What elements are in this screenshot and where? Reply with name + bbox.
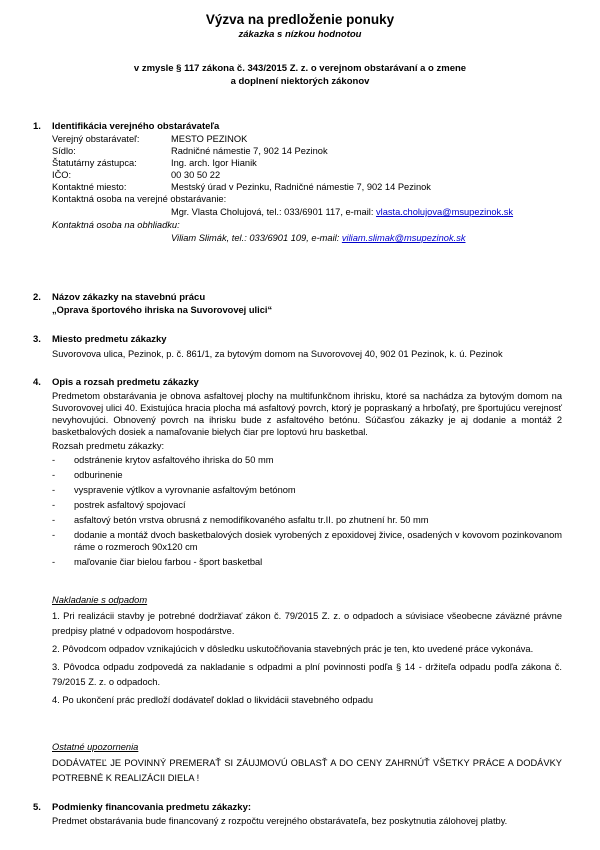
contract-name: „Oprava športového ihriska na Suvorovovej ulici“ (52, 305, 273, 315)
list-item (52, 529, 562, 553)
section-4-body (52, 390, 562, 568)
financing-text: Predmet obstarávania bude financovaný z rozpočtu verejného obstarávateľa, bez poskytnutia zálohovej platby. (52, 816, 508, 826)
list-item (52, 556, 562, 568)
legal-basis (0, 62, 600, 88)
seat-row (52, 145, 562, 157)
list-item-text: vyspravenie výtlkov a vyrovnanie asfaltovým betónom (74, 485, 296, 495)
inspection-contact-row (52, 232, 562, 244)
contact-place-row (52, 181, 562, 193)
field-value: Radničné námestie 7, 902 14 Pezinok (171, 146, 328, 156)
waste-point-1: 1. Pri realizácii stavby je potrebné dodržiavať zákon č. 79/2015 Z. z. o odpadoch a súvisiace všeobecne záväzné právne predpisy platné v odpadovom hospodárstve. (52, 611, 562, 636)
inspection-contact-label-row (52, 219, 562, 231)
waste-section (52, 593, 562, 708)
field-label: Kontaktná osoba na verejné obstarávanie: (52, 194, 227, 204)
list-dash: - (52, 500, 56, 510)
procurement-contact-text: Mgr. Vlasta Cholujová, tel.: 033/6901 117, e-mail: (171, 207, 376, 217)
document-subtitle: zákazka s nízkou hodnotou (238, 29, 362, 40)
section-3-heading: Miesto predmetu zákazky (52, 334, 167, 345)
waste-point-4: 4. Po ukončení prác predloží dodávateľ doklad o likvidácii stavebného odpadu (52, 695, 374, 705)
procurement-contact-email-link[interactable]: vlasta.cholujova@msupezinok.sk (376, 207, 514, 217)
section-4-heading: Opis a rozsah predmetu zákazky (52, 377, 199, 388)
procurement-contact-row (52, 206, 562, 218)
field-value: 00 30 50 22 (171, 170, 221, 180)
list-item-text: odburinenie (74, 470, 123, 480)
section-3-number: 3. (33, 334, 41, 345)
field-label: Verejný obstarávateľ: (52, 134, 140, 144)
list-item (52, 514, 562, 526)
representative-row (52, 157, 562, 169)
list-item-text: maľovanie čiar bielou farbou - šport basketbal (74, 557, 263, 567)
list-item (52, 499, 562, 511)
scope-label: Rozsah predmetu zákazky: (52, 441, 165, 451)
section-1-heading: Identifikácia verejného obstarávateľa (52, 121, 220, 132)
other-notices-text: DODÁVATEĽ JE POVINNÝ PREMERAŤ SI ZÁUJMOVÚ OBLASŤ A DO CENY ZAHRNÚŤ VŠETKY PRÁCE A DODÁVKY POTREBNÉ K REALIZÁCII DIELA ! (52, 758, 562, 783)
contract-location: Suvorovova ulica, Pezinok, p. č. 861/1, za bytovým domom na Suvorovovej 40, 902 01 Pezinok, k. ú. Pezinok (52, 349, 503, 359)
list-item-text: asfaltový betón vrstva obrusná z nemodifikovaného asfaltu tr.II. po zhutnení hr. 50 mm (74, 515, 429, 525)
section-5-heading: Podmienky financovania predmetu zákazky: (52, 802, 252, 813)
inspection-contact-email-link[interactable]: viliam.slimak@msupezinok.sk (341, 233, 466, 243)
list-dash: - (52, 455, 56, 465)
field-label: Kontaktná osoba na obhliadku: (52, 220, 180, 230)
scope-list (52, 454, 562, 568)
field-label: IČO: (52, 170, 72, 180)
document-title: Výzva na predloženie ponuky (205, 12, 395, 27)
list-dash: - (52, 515, 56, 525)
waste-point-2: 2. Pôvodcom odpadov vznikajúcich v dôsledku uskutočňovania stavebných prác je ten, kto uvedené práce vykonáva. (52, 644, 534, 654)
field-value: MESTO PEZINOK (171, 134, 248, 144)
list-dash: - (52, 530, 56, 540)
field-label: Kontaktné miesto: (52, 182, 127, 192)
waste-point-3: 3. Pôvodca odpadu zodpovedá za nakladanie s odpadmi a plní povinnosti podľa § 14 - držiteľa odpadu podľa zákona č. 79/2015 Z. z. o odpadoch. (52, 662, 562, 687)
inspection-contact (171, 232, 466, 244)
list-item-text: postrek asfaltový spojovací (74, 500, 186, 510)
list-item (52, 469, 562, 481)
section-1-number: 1. (33, 121, 41, 132)
other-notices-heading: Ostatné upozornenia (52, 742, 139, 752)
list-dash: - (52, 557, 56, 567)
list-dash: - (52, 485, 56, 495)
list-item-text: odstránenie krytov asfaltového ihriska do 50 mm (74, 455, 274, 465)
list-item-text: dodanie a montáž dvoch basketbalových dosiek vyrobených z epoxidovej živice, osadených v kovovom pozinkovanom ráme o rozmeroch 90x120 cm (74, 530, 562, 552)
list-item (52, 484, 562, 496)
procurement-contact (171, 206, 513, 218)
list-item (52, 454, 562, 466)
section-4-number: 4. (33, 377, 41, 388)
section-2-heading: Názov zákazky na stavebnú prácu (52, 292, 206, 303)
section-5-number: 5. (33, 802, 41, 813)
waste-heading: Nakladanie s odpadom (52, 595, 148, 605)
legal-basis-line-1: v zmysle § 117 zákona č. 343/2015 Z. z. o verejnom obstarávaní a o zmene (133, 63, 467, 74)
field-value: Ing. arch. Igor Hianik (171, 158, 257, 168)
field-label: Sídlo: (52, 146, 76, 156)
list-dash: - (52, 470, 56, 480)
legal-basis-line-2: a doplnení niektorých zákonov (230, 76, 370, 87)
contracting-authority-row (52, 133, 562, 145)
description-paragraph: Predmetom obstarávania je obnova asfaltovej plochy na multifunkčnom ihrisku, ktoré sa nachádza za bytovým domom na Suvorovovej ulici 40. Existujúca hracia plocha má asfaltový povrch, ktorý je popraskaný a hrboľatý, pre športujúcu verejnosť nevyhovujúci. Obnovený povrch na ihrisku bude z asfaltového betónu. Súčasťou zákazky je aj dodanie a montáž 2 basketbalových dosiek a namaľovanie bielych čiar pre loptovú hru basketbal. (52, 391, 562, 437)
inspection-contact-text: Viliam Slimák, tel.: 033/6901 109, e-mail: (171, 233, 342, 243)
section-1-body (52, 133, 562, 244)
ico-row (52, 169, 562, 181)
section-2-number: 2. (33, 292, 41, 303)
other-notices (52, 740, 562, 786)
procurement-contact-label-row (52, 193, 562, 205)
field-value: Mestský úrad v Pezinku, Radničné námestie 7, 902 14 Pezinok (171, 182, 431, 192)
field-label: Štatutárny zástupca: (52, 158, 137, 168)
